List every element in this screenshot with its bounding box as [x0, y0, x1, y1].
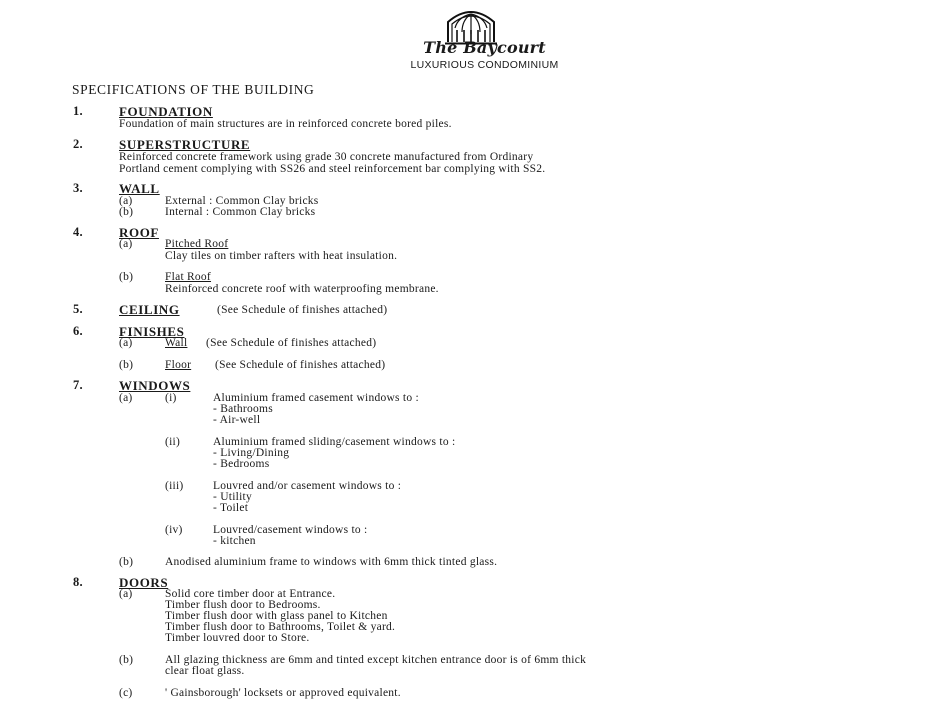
document-title: SPECIFICATIONS OF THE BUILDING [72, 82, 315, 97]
item-label: (b) [119, 271, 134, 283]
windows-list-item: - Bathrooms [213, 403, 273, 415]
ceiling-note: (See Schedule of finishes attached) [217, 304, 388, 316]
brand-subtitle: LUXURIOUS CONDOMINIUM [410, 59, 559, 71]
section-heading-superstructure: SUPERSTRUCTURE [119, 137, 251, 152]
item-label: (b) [119, 206, 134, 218]
windows-list-item: - Utility [213, 491, 252, 503]
section-heading-ceiling: CEILING [119, 302, 180, 317]
windows-text: Aluminium framed sliding/casement windows to : [213, 436, 456, 448]
section-number: 3. [73, 181, 83, 195]
section-number: 2. [73, 137, 83, 151]
item-label: (a) [119, 238, 133, 250]
windows-list-item: - Toilet [213, 502, 249, 514]
flat-roof-text: Reinforced concrete roof with waterproofing membrane. [165, 283, 439, 295]
item-label: (a) [119, 337, 133, 349]
windows-list-item: - kitchen [213, 535, 256, 547]
doors-text-line: Solid core timber door at Entrance. [165, 588, 336, 600]
section-heading-wall: WALL [119, 181, 160, 196]
subitem-label: (iii) [165, 480, 184, 492]
section-heading-finishes: FINISHES [119, 324, 185, 339]
section-number: 8. [73, 575, 83, 589]
section-number: 6. [73, 324, 83, 338]
item-label: (b) [119, 556, 134, 568]
flat-roof-heading: Flat Roof [165, 271, 212, 283]
finishes-floor-heading: Floor [165, 359, 192, 371]
windows-list-item: - Living/Dining [213, 447, 290, 459]
pitched-roof-heading: Pitched Roof [165, 238, 229, 250]
windows-text: Aluminium framed casement windows to : [213, 392, 419, 404]
doors-text-line: Timber louvred door to Store. [165, 632, 310, 644]
item-label: (b) [119, 654, 134, 666]
brand-name: The Baycourt [423, 38, 546, 57]
item-label: (c) [119, 687, 133, 699]
doors-locksets-text: ' Gainsborough' locksets or approved equivalent. [165, 687, 401, 699]
subitem-label: (iv) [165, 524, 183, 536]
section-number: 1. [73, 104, 83, 118]
pitched-roof-text: Clay tiles on timber rafters with heat insulation. [165, 250, 398, 262]
superstructure-text-line: Portland cement complying with SS26 and steel reinforcement bar complying with SS2. [119, 163, 546, 175]
windows-list-item: - Air-well [213, 414, 261, 426]
section-number: 5. [73, 302, 83, 316]
windows-frame-text: Anodised aluminium frame to windows with 6mm thick tinted glass. [165, 556, 498, 568]
section-heading-roof: ROOF [119, 225, 159, 240]
item-label: (b) [119, 359, 134, 371]
finishes-wall-heading: Wall [165, 337, 188, 349]
windows-list-item: - Bedrooms [213, 458, 270, 470]
subitem-label: (ii) [165, 436, 181, 448]
doors-text-line: Timber flush door to Bedrooms. [165, 599, 321, 611]
section-heading-doors: DOORS [119, 575, 169, 590]
windows-text: Louvred and/or casement windows to : [213, 480, 402, 492]
section-heading-foundation: FOUNDATION [119, 104, 213, 119]
wall-internal-text: Internal : Common Clay bricks [165, 206, 316, 218]
doors-glazing-line: clear float glass. [165, 665, 245, 677]
doors-glazing-line: All glazing thickness are 6mm and tinted except kitchen entrance door is of 6mm thick [165, 654, 587, 666]
item-label: (a) [119, 195, 133, 207]
doors-text-line: Timber flush door to Bathrooms, Toilet & yard. [165, 621, 396, 633]
section-number: 7. [73, 378, 83, 392]
superstructure-text-line: Reinforced concrete framework using grade 30 concrete manufactured from Ordinary [119, 151, 534, 163]
windows-text: Louvred/casement windows to : [213, 524, 368, 536]
item-label: (a) [119, 392, 133, 404]
subitem-label: (i) [165, 392, 177, 404]
item-label: (a) [119, 588, 133, 600]
foundation-text: Foundation of main structures are in reinforced concrete bored piles. [119, 118, 452, 130]
doors-text-line: Timber flush door with glass panel to Kitchen [165, 610, 388, 622]
section-heading-windows: WINDOWS [119, 378, 191, 393]
wall-external-text: External : Common Clay bricks [165, 195, 319, 207]
section-number: 4. [73, 225, 83, 239]
finishes-floor-note: (See Schedule of finishes attached) [215, 359, 386, 371]
finishes-wall-note: (See Schedule of finishes attached) [206, 337, 377, 349]
